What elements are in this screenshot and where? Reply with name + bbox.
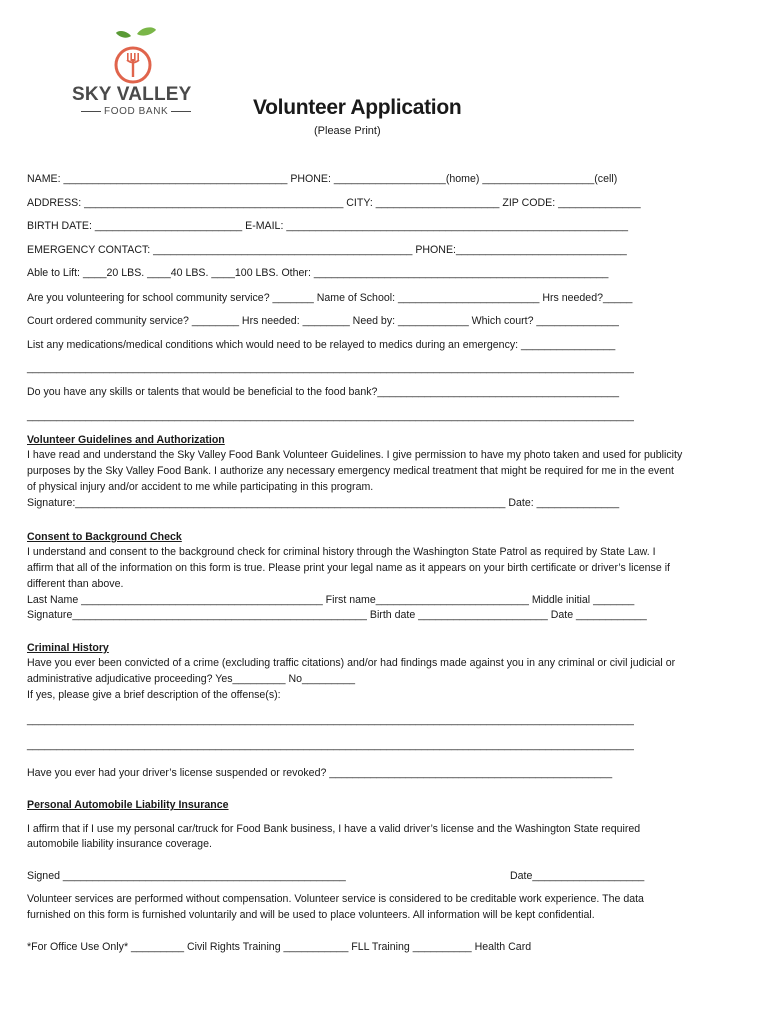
office-use-line[interactable]: *For Office Use Only* _________ Civil Rights Training ___________ FLL Training __________ Health Card [27, 941, 532, 953]
insurance-text-1: I affirm that if I use my personal car/truck for Food Bank business, I have a valid driver’s license and the Washington State required [27, 823, 641, 835]
skills-line[interactable]: Do you have any skills or talents that would be beneficial to the food bank?_________________________________________ [27, 386, 619, 398]
criminal-yes-no-line[interactable]: administrative adjudicative proceeding? Yes_________ No_________ [27, 673, 356, 685]
skills-blank-line[interactable]: _______________________________________________________________________________________________________ [27, 410, 634, 422]
footer-text-1: Volunteer services are performed without compensation. Volunteer service is considered to be creditable work experience. The data [27, 893, 644, 905]
birth-email-line[interactable]: BIRTH DATE: _________________________ E-MAIL: __________________________________________________________ [27, 220, 629, 232]
background-text-2: affirm that all of the information on this form is true. Please print your legal name as it appears on your birth certificate or driver’s license if [27, 562, 670, 574]
address-line[interactable]: ADDRESS: ____________________________________________ CITY: _____________________ ZIP CODE: ______________ [27, 197, 641, 209]
insurance-date-line[interactable]: Date___________________ [510, 870, 645, 882]
criminal-text-3: If yes, please give a brief description of the offense(s): [27, 689, 281, 701]
lift-line[interactable]: Able to Lift: ____20 LBS. ____40 LBS. ____100 LBS. Other: __________________________________________________ [27, 267, 609, 279]
criminal-text-1: Have you ever been convicted of a crime (excluding traffic citations) and/or had findings made against you in any criminal or civil judicial or [27, 657, 676, 669]
guidelines-text-1: I have read and understand the Sky Valley Food Bank Volunteer Guidelines. I give permission to have my photo taken and used for publicity [27, 449, 683, 461]
logo-name: SKY VALLEY [72, 84, 192, 105]
guidelines-text-3: of physical injury and/or accident to me while participating in this program. [27, 481, 374, 493]
offense-blank-line-1[interactable]: _______________________________________________________________________________________________________ [27, 714, 634, 726]
background-signature-line[interactable]: Signature__________________________________________________ Birth date ______________________ Date ____________ [27, 609, 647, 621]
insurance-signed-line[interactable]: Signed ________________________________________________ [27, 870, 346, 882]
insurance-heading: Personal Automobile Liability Insurance [27, 799, 229, 811]
background-heading: Consent to Background Check [27, 531, 182, 543]
guidelines-heading: Volunteer Guidelines and Authorization [27, 434, 225, 446]
medications-blank-line[interactable]: _______________________________________________________________________________________________________ [27, 362, 634, 374]
guidelines-text-2: purposes by the Sky Valley Food Bank. I authorize any necessary emergency medical treatment that might be required for me in the event [27, 465, 674, 477]
license-suspended-line[interactable]: Have you ever had your driver’s license suspended or revoked? ________________________________________________ [27, 767, 613, 779]
offense-blank-line-2[interactable]: _______________________________________________________________________________________________________ [27, 739, 634, 751]
background-text-1: I understand and consent to the background check for criminal history through the Washington State Patrol as required by State Law. I [27, 546, 656, 558]
background-text-3: different than above. [27, 578, 124, 590]
criminal-heading: Criminal History [27, 642, 109, 654]
court-service-line[interactable]: Court ordered community service? ________ Hrs needed: ________ Need by: ____________ Which court? ______________ [27, 315, 619, 327]
name-phone-line[interactable]: NAME: ______________________________________ PHONE: ___________________(home) ___________________(cell) [27, 173, 618, 185]
page-title: Volunteer Application [253, 96, 462, 119]
guidelines-signature-line[interactable]: Signature:_________________________________________________________________________ Date: ______________ [27, 497, 620, 509]
medications-line[interactable]: List any medications/medical conditions which would need to be relayed to medics during an emergency: ________________ [27, 339, 616, 351]
logo-subtitle: FOOD BANK [78, 106, 194, 117]
page-subtitle: (Please Print) [314, 125, 381, 137]
legal-name-line[interactable]: Last Name _________________________________________ First name__________________________ Middle initial _______ [27, 594, 635, 606]
insurance-text-2: automobile liability insurance coverage. [27, 838, 212, 850]
school-service-line[interactable]: Are you volunteering for school community service? _______ Name of School: ________________________ Hrs needed?_____ [27, 292, 633, 304]
footer-text-2: furnished on this form is furnished voluntarily and will be used to place volunteers. All information will be kept confidential. [27, 909, 595, 921]
emergency-contact-line[interactable]: EMERGENCY CONTACT: ____________________________________________ PHONE:_____________________________ [27, 244, 627, 256]
